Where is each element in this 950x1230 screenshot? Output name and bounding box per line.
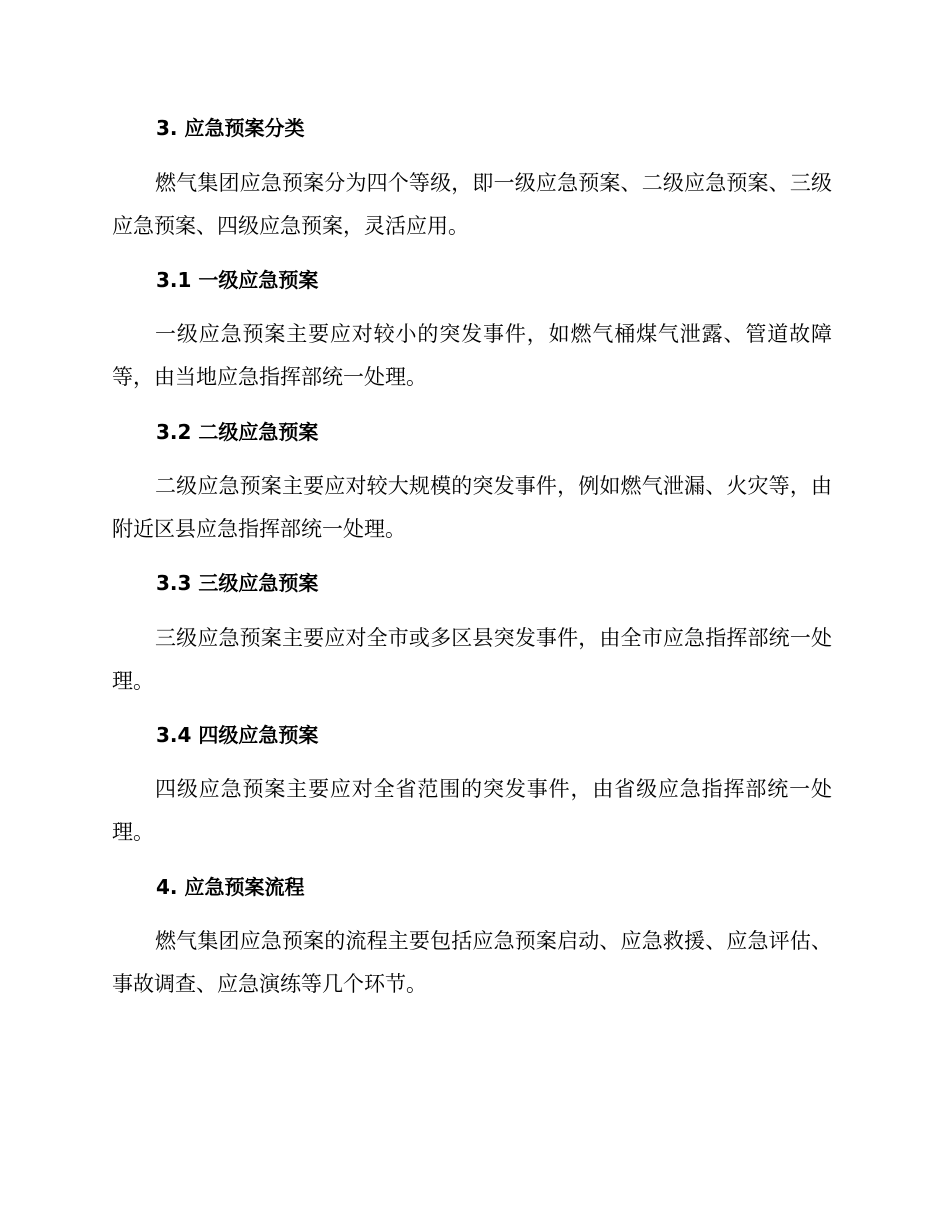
section-body-4: 燃气集团应急预案的流程主要包括应急预案启动、应急救援、应急评估、事故调查、应急演练等几个环节。: [112, 929, 832, 996]
section-heading-3-3: 3.3 三级应急预案: [156, 571, 319, 595]
section-heading-3-1: 3.1 一级应急预案: [156, 268, 319, 292]
section-heading-3: 3. 应急预案分类: [156, 116, 305, 140]
section-body-3: 燃气集团应急预案分为四个等级，即一级应急预案、二级应急预案、三级应急预案、四级应急预案，灵活应用。: [112, 171, 832, 238]
section-heading-4: 4. 应急预案流程: [156, 875, 305, 899]
section-heading-3-4: 3.4 四级应急预案: [156, 723, 319, 747]
section-heading-3-2: 3.2 二级应急预案: [156, 420, 319, 444]
document-page: [112, 0, 832, 1230]
section-body-3-1: 一级应急预案主要应对较小的突发事件，如燃气桶煤气泄露、管道故障等，由当地应急指挥部统一处理。: [112, 322, 832, 389]
section-body-3-3: 三级应急预案主要应对全市或多区县突发事件，由全市应急指挥部统一处理。: [112, 626, 832, 693]
section-body-3-2: 二级应急预案主要应对较大规模的突发事件，例如燃气泄漏、火灾等，由附近区县应急指挥部统一处理。: [112, 474, 832, 541]
section-body-3-4: 四级应急预案主要应对全省范围的突发事件，由省级应急指挥部统一处理。: [112, 777, 832, 844]
